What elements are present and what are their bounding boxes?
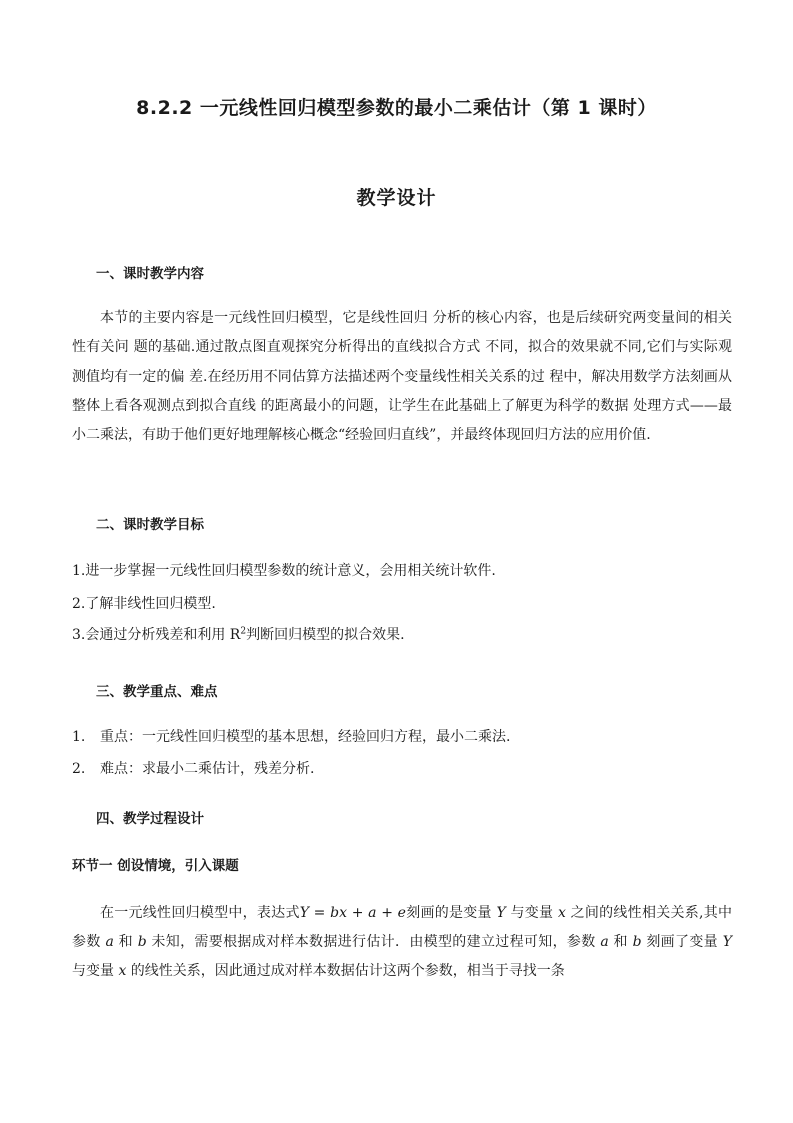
- section-heading-process: 四、教学过程设计: [96, 811, 204, 827]
- objective-item-3: 3.会通过分析残差和利用 $R^2$判断回归模型的拟合效果.: [72, 626, 405, 643]
- document-title: 8.2.2 一元线性回归模型参数的最小二乘估计（第 1 课时）: [136, 97, 657, 119]
- document-subtitle: 教学设计: [356, 187, 437, 209]
- objective-item-1: 1.进一步掌握一元线性回归模型参数的统计意义，会用相关统计软件.: [72, 563, 496, 579]
- section-heading-keypoints: 三、教学重点、难点: [96, 684, 218, 700]
- section-content-paragraph: 本节的主要内容是一元线性回归模型，它是线性回归 分析的核心内容，也是后续研究两变量间的相关性有关问 题的基础.通过散点图直观探究分析得出的直线拟合方式 不同，拟合的效果就不同,它们与实际观测值均有一定的偏 差.在经历用不同估算方法描述两个变量线性相关关系的过 程中，解决用数学方法刻画从整体上看各观测点到拟合直线 的距离最小的问题，让学生在此基础上了解更为科学的数据 处理方式——最小二乘法，有助于他们更好地理解核心概念“经验回归直线”，并最终体现回归方法的应用价值.: [72, 310, 732, 444]
- section-heading-content: 一、课时教学内容: [96, 266, 204, 282]
- objective-item-2: 2.了解非线性回归模型.: [72, 596, 216, 612]
- formula: Y = bx + a + e: [299, 905, 406, 921]
- process-paragraph: 在一元线性回归模型中，表达式Y = bx + a + e刻画的是变量 Y 与变量 x 之间的线性相关关系,其中参数 a 和 b 未知，需要根据成对样本数据进行估计．由模型的建立过程可知，参数 a 和 b 刻画了变量 Y 与变量 x 的线性关系，因此通过成对样本数据估计这两个参数，相当于寻找一条: [72, 905, 733, 979]
- section-heading-objectives: 二、课时教学目标: [96, 517, 204, 533]
- keypoint-item-2: 2. 难点：求最小二乘估计，残差分析.: [72, 761, 315, 777]
- link-heading-1: 环节一 创设情境，引入课题: [72, 858, 239, 874]
- keypoint-item-1: 1. 重点：一元线性回归模型的基本思想，经验回归方程，最小二乘法.: [72, 729, 511, 745]
